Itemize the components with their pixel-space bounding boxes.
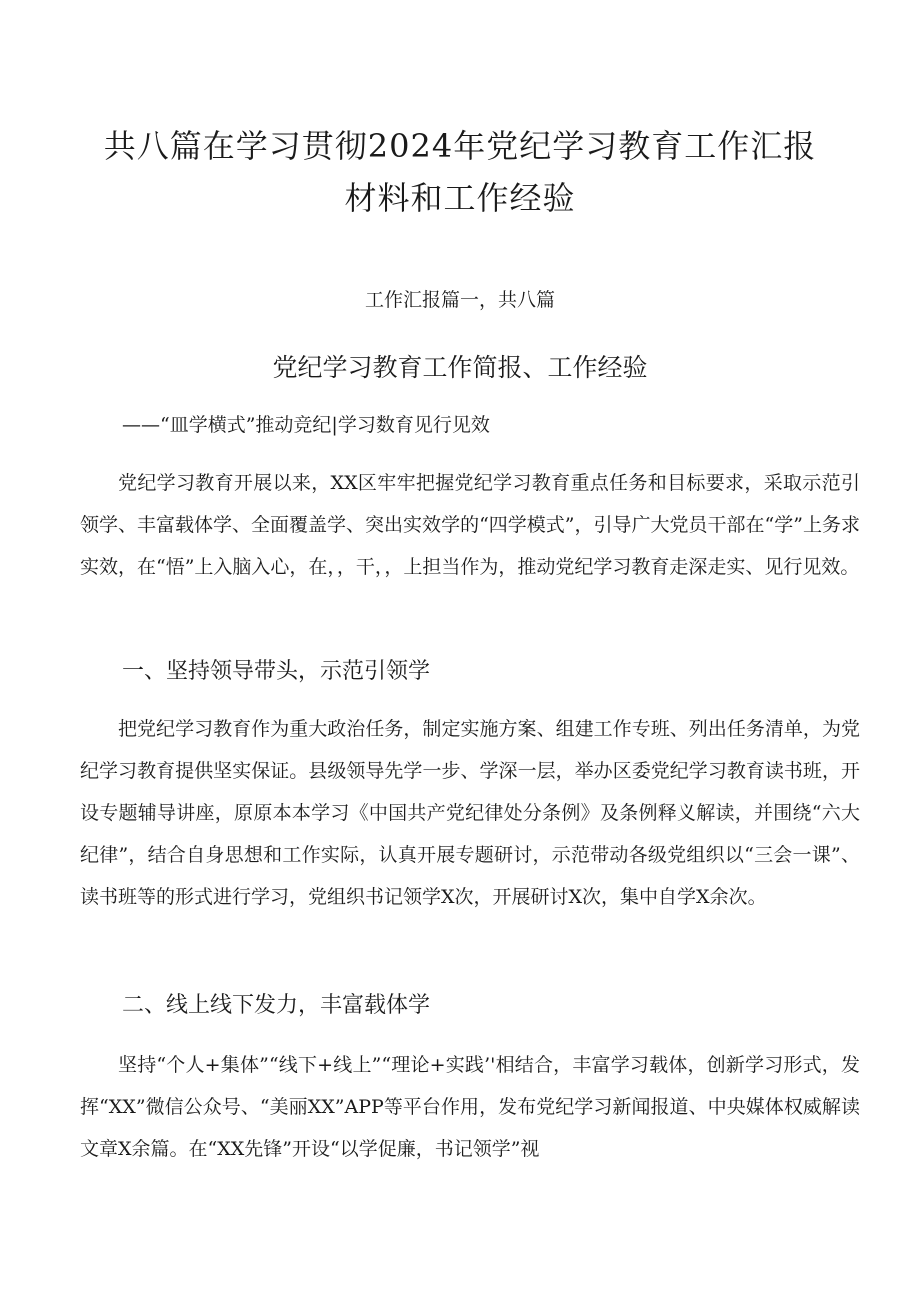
intro-paragraph: 党纪学习教育开展以来，XX区牢牢把握党纪学习教育重点任务和目标要求，采取示范引领学、丰富载体学、全面覆盖学、突出实效学的“四学模式”，引导广大党员干部在“学”上务求实效，在“悟”上入脑入心，在，，干，，上担当作为，推动党纪学习教育走深走实、见行见效。 <box>80 472 860 578</box>
article-heading: 党纪学习教育工作简报、工作经验 <box>272 353 648 382</box>
document-subtitle: 工作汇报篇一，共八篇 <box>364 289 555 311</box>
section-body-2: 坚持“个人+集体”“线下+线上”“理论+实践’'相结合，丰富学习载体，创新学习形式，发挥“XX”微信公众号、“美丽XX”APP等平台作用，发布党纪学习新闻报道、中央媒体权威解读文章X余篇。在“XX先锋”开设“以学促廉，书记领学”视 <box>80 1054 860 1160</box>
section-body-1: 把党纪学习教育作为重大政治任务，制定实施方案、组建工作专班、列出任务清单，为党纪学习教育提供坚实保证。县级领导先学一步、学深一层，举办区委党纪学习教育读书班，开设专题辅导讲座，原原本本学习《中国共产党纪律处分条例》及条例释义解读，并围绕“六大纪律”，结合自身思想和工作实际，认真开展专题研讨，示范带动各级党组织以“三会一课”、读书班等的形式进行学习，党组织书记领学X次，开展研讨X次，集中自学X余次。 <box>80 718 860 908</box>
section-heading-2: 二、线上线下发力，丰富载体学 <box>122 993 431 1018</box>
document-title: 共八篇在学习贯彻2024年党纪学习教育工作汇报材料和工作经验 <box>103 127 817 217</box>
article-tagline: ——“皿学横式”推动竞纪|学习数育见行见效 <box>122 414 490 436</box>
section-heading-1: 一、坚持领导带头，示范引领学 <box>122 659 431 684</box>
